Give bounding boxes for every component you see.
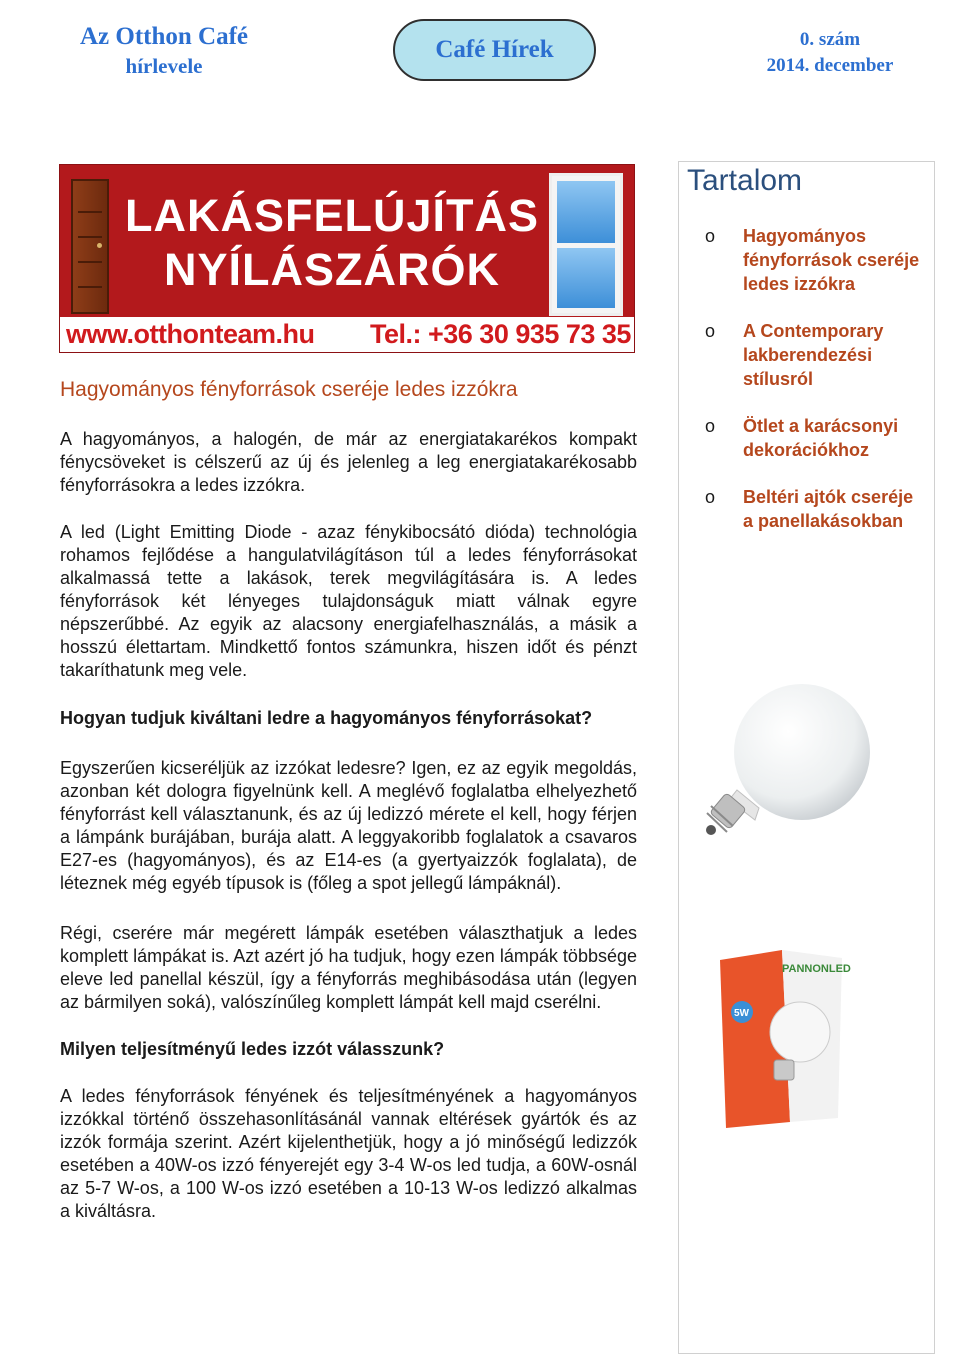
toc-item[interactable] (705, 485, 927, 533)
issue-date: 2014. december (766, 55, 894, 76)
masthead-subtitle: hírlevele (125, 54, 203, 78)
toc-item-label: A Contemporary lakberendezési stílusról (743, 321, 884, 389)
issue-number: 0. szám (799, 29, 861, 50)
banner-website[interactable]: www.otthonteam.hu (66, 319, 315, 349)
led-globe-bulb-image (697, 680, 877, 850)
article (60, 376, 637, 1223)
toc-title: Tartalom (687, 164, 803, 197)
newsletter-masthead (60, 22, 268, 80)
toc-item[interactable] (705, 319, 927, 391)
article-paragraph: Régi, cserére már megérett lámpák esetében választhatjuk a ledes komplett lámpákat is. Azt azért jó ha tudjuk, hogy ezen lámpák többsége eleve led panellal készül, így a fényforrás meghibásodása után (legyen az bármilyen soká), valószínűleg komplett lámpát kell majd cserélni. (60, 923, 637, 1012)
toc-item-label: Beltéri ajtók cseréje a panellakásokban (743, 487, 914, 531)
bullet-icon: o (705, 321, 716, 341)
masthead-title: Az Otthon Café (79, 23, 249, 50)
toc-item[interactable] (705, 414, 927, 462)
article-paragraph: A ledes fényforrások fényének és teljesítményének a hagyományos izzókkal történő összehasonlításánál vannak eltérések gyártók és az izzók formája szerint. Azért kijelenthetjük, hogy a jó minőségű ledizzók esetében a 40W-os izzó fényerejét egy 3-4 W-os led tudja, a 60W-osnál az 5-7 W-os, a 100 W-os izzó esetében a 10-13 W-os ledizzó alkalmas a kiváltásra. (60, 1086, 637, 1221)
article-paragraph: Egyszerűen kicseréljük az izzókat ledesre? Igen, ez az egyik megoldás, azonban két dologra figyelnünk kell. A meglévő foglalatba elhelyezhető fényforrást kell választanunk, és az új ledizzó mérete el kell, hogy férjen a lámpánk burájában, burája alatt. A leggyakoribb foglalatok a csavaros E27-es (hagyományos), és az E14-es (a gyertyaizzók foglalata), de léteznek még egyéb típusok is (főleg a spot jellegű lámpáknál). (60, 758, 637, 893)
article-subheading: Milyen teljesítményű ledes izzót válasszunk? (60, 1039, 445, 1059)
led-bulb-package-image (712, 950, 862, 1130)
article-subheading: Hogyan tudjuk kiváltani ledre a hagyományos fényforrásokat? (60, 708, 593, 728)
banner-phone: Tel.: +36 30 935 73 35 (370, 319, 631, 349)
toc-item[interactable] (705, 224, 927, 296)
newsletter-name-badge: Café Hírek (393, 19, 596, 81)
article-paragraph: A led (Light Emitting Diode - azaz fénykibocsátó dióda) technológia rohamos fejlődése a hangulatvilágításon túl a ledes fényforrásokat alkalmassá tette a lakások, terek megvilágítására is. A ledes fényforrások két lényeges tulajdonságuk miatt válnak egyre népszerűbbé. Az egyik az alacsony energiafelhasználás, a másik a hosszú élettartam. Mindkettő fontos számunkra, hiszen időt és pénzt takaríthatunk meg vele. (60, 522, 637, 680)
bullet-icon: o (705, 416, 716, 436)
toc-list (705, 224, 927, 556)
banner-title (122, 189, 542, 297)
toc-item-label: Hagyományos fényforrások cseréje ledes izzókra (743, 226, 920, 294)
advertisement-banner (59, 164, 635, 353)
bullet-icon: o (705, 226, 716, 246)
bullet-icon: o (705, 487, 716, 507)
toc-item-label: Ötlet a karácsonyi dekorációkhoz (743, 416, 899, 460)
package-brand: PANNONLED (782, 963, 851, 975)
article-paragraph: A hagyományos, a halogén, de már az energiatakarékos kompakt fénycsöveket is célszerű az új és jelenleg a leg energiatakarékosabb fényforrásokra a ledes izzókra. (60, 429, 637, 495)
window-illustration (549, 173, 623, 316)
banner-title-line1: LAKÁSFELÚJÍTÁS (124, 190, 539, 241)
article-heading: Hagyományos fényforrások cseréje ledes izzókra (60, 378, 518, 401)
door-illustration (71, 179, 109, 314)
package-wattage: 5W (734, 1008, 749, 1019)
banner-title-line2: NYÍLÁSZÁRÓK (164, 244, 500, 295)
issue-info (740, 27, 920, 79)
